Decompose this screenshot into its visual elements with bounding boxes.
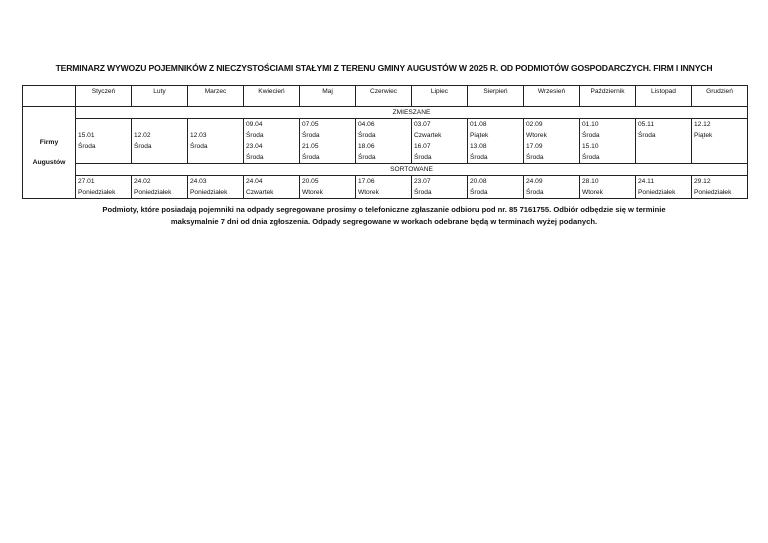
sorted-entry: 24.11	[638, 178, 655, 185]
mixed-entry: Wtorek	[526, 132, 547, 139]
mixed-entry: Środa	[470, 154, 488, 161]
mixed-cell-3	[244, 119, 300, 164]
mixed-entry: Środa	[358, 132, 376, 139]
sorted-entry: 24.02	[134, 178, 151, 185]
mixed-entry: Środa	[190, 143, 208, 150]
sorted-dates-row	[23, 176, 748, 199]
sorted-entry: Poniedziałek	[78, 189, 116, 196]
mixed-cell-4	[300, 119, 356, 164]
sorted-entry: Poniedziałek	[638, 189, 676, 196]
mixed-entry: Czwartek	[414, 132, 442, 139]
mixed-entry	[78, 152, 129, 163]
mixed-entry: Środa	[134, 143, 152, 150]
sorted-entry: Poniedziałek	[190, 189, 228, 196]
sorted-entry: 20.08	[470, 178, 487, 185]
mixed-entry	[638, 141, 689, 152]
mixed-entry	[190, 152, 241, 163]
mixed-entry: Środa	[414, 154, 432, 161]
mixed-dates-row	[23, 119, 748, 164]
month-header-row	[23, 86, 748, 107]
mixed-entry: Środa	[582, 132, 600, 139]
client-label	[23, 107, 76, 199]
sorted-cell-10	[636, 176, 692, 199]
footer-line-2: maksymalnie 7 dni od dnia zgłoszenia. Odpady segregowane w workach odebrane będą w terminach wyżej podanych.	[170, 217, 598, 226]
mixed-entry	[694, 152, 745, 163]
sorted-entry: 29.12	[694, 178, 711, 185]
header-corner	[23, 86, 76, 107]
mixed-entry: Środa	[246, 154, 264, 161]
month-header-2: Marzec	[188, 86, 244, 107]
sorted-entry: 20.05	[302, 178, 319, 185]
mixed-entry	[694, 141, 745, 152]
client-label-firmy: Firmy	[39, 138, 59, 146]
mixed-entry	[78, 119, 129, 130]
month-header-6: Lipiec	[412, 86, 468, 107]
mixed-entry: 01.10	[582, 121, 599, 128]
sorted-entry: Wtorek	[358, 189, 379, 196]
mixed-entry: Środa	[638, 132, 656, 139]
mixed-entry	[638, 152, 689, 163]
sorted-entry: Poniedziałek	[694, 189, 732, 196]
sorted-entry: Czwartek	[246, 189, 274, 196]
sorted-cell-5	[356, 176, 412, 199]
schedule-table	[22, 85, 748, 199]
mixed-entry: Piątek	[694, 132, 713, 139]
sorted-cell-3	[244, 176, 300, 199]
mixed-entry	[190, 119, 241, 130]
sorted-entry: 24.04	[246, 178, 263, 185]
mixed-entry: Piątek	[470, 132, 489, 139]
mixed-entry: Środa	[78, 143, 96, 150]
mixed-cell-1	[132, 119, 188, 164]
month-header-10: Listopad	[636, 86, 692, 107]
mixed-cell-2	[188, 119, 244, 164]
month-header-8: Wrzesień	[524, 86, 580, 107]
sorted-entry: 17.06	[358, 178, 375, 185]
sorted-cell-2	[188, 176, 244, 199]
sorted-entry: Wtorek	[302, 189, 323, 196]
mixed-entry: 15.01	[78, 132, 95, 139]
sorted-entry: Środa	[414, 189, 432, 196]
mixed-entry	[134, 119, 185, 130]
month-header-5: Czerwiec	[356, 86, 412, 107]
mixed-entry: 05.11	[638, 121, 655, 128]
mixed-cell-7	[468, 119, 524, 164]
month-header-3: Kwiecień	[244, 86, 300, 107]
mixed-entry: 23.04	[246, 143, 263, 150]
sorted-cell-8	[524, 176, 580, 199]
mixed-entry: 02.09	[526, 121, 543, 128]
month-header-1: Luty	[132, 86, 188, 107]
month-header-9: Październik	[580, 86, 636, 107]
mixed-waste-label: ZMIESZANE	[76, 107, 748, 119]
month-header-11: Grudzień	[692, 86, 748, 107]
sorted-cell-9	[580, 176, 636, 199]
sorted-entry: Środa	[526, 189, 544, 196]
mixed-entry: 01.08	[470, 121, 487, 128]
sorted-entry: 23.07	[414, 178, 431, 185]
sorted-entry: 28.10	[582, 178, 599, 185]
sorted-cell-6	[412, 176, 468, 199]
sorted-cell-0	[76, 176, 132, 199]
footer-line-1: Podmioty, które posiadają pojemniki na odpady segregowane prosimy o telefoniczne zgłaszanie odbioru pod nr. 85 7161755. Odbiór odbędzie się w terminie	[102, 205, 666, 214]
sorted-entry: Poniedziałek	[134, 189, 172, 196]
mixed-entry	[134, 152, 185, 163]
sorted-cell-7	[468, 176, 524, 199]
mixed-entry: Środa	[358, 154, 376, 161]
mixed-cell-10	[636, 119, 692, 164]
mixed-entry: 21.05	[302, 143, 319, 150]
sorted-band-row	[23, 164, 748, 176]
sorted-entry: 27.01	[78, 178, 95, 185]
sorted-cell-4	[300, 176, 356, 199]
month-header-4: Maj	[300, 86, 356, 107]
mixed-band-row	[23, 107, 748, 119]
mixed-cell-5	[356, 119, 412, 164]
mixed-entry: Środa	[582, 154, 600, 161]
mixed-entry: 04.06	[358, 121, 375, 128]
month-header-0: Styczeń	[76, 86, 132, 107]
sorted-entry: 24.09	[526, 178, 543, 185]
mixed-entry: 12.02	[134, 132, 151, 139]
mixed-entry: 12.03	[190, 132, 207, 139]
mixed-cell-6	[412, 119, 468, 164]
mixed-entry: Środa	[302, 154, 320, 161]
sorted-cell-1	[132, 176, 188, 199]
month-header-7: Sierpień	[468, 86, 524, 107]
mixed-entry: 17.09	[526, 143, 543, 150]
mixed-entry: 12.12	[694, 121, 711, 128]
page-title: TERMINARZ WYWOZU POJEMNIKÓW Z NIECZYSTOŚCIAMI STAŁYMI Z TERENU GMINY AUGUSTÓW W 2025 R. OD PODMIOTÓW GOSPODARCZYCH. FIRM I INNYCH	[55, 63, 713, 73]
mixed-entry: 03.07	[414, 121, 431, 128]
mixed-entry: 15.10	[582, 143, 599, 150]
mixed-cell-11	[692, 119, 748, 164]
mixed-entry: 18.06	[358, 143, 375, 150]
mixed-entry: 07.05	[302, 121, 319, 128]
mixed-cell-8	[524, 119, 580, 164]
footer-note	[60, 204, 708, 228]
mixed-entry: Środa	[526, 154, 544, 161]
sorted-waste-label: SORTOWANE	[76, 164, 748, 176]
mixed-entry: 09.04	[246, 121, 263, 128]
sorted-entry: Środa	[470, 189, 488, 196]
client-label-augustow: Augustów	[32, 158, 66, 166]
sorted-entry: 24.03	[190, 178, 207, 185]
sorted-entry: Wtorek	[582, 189, 603, 196]
mixed-entry: Środa	[302, 132, 320, 139]
mixed-entry: 16.07	[414, 143, 431, 150]
sorted-cell-11	[692, 176, 748, 199]
mixed-entry: 13.08	[470, 143, 487, 150]
mixed-cell-9	[580, 119, 636, 164]
mixed-entry: Środa	[246, 132, 264, 139]
mixed-cell-0	[76, 119, 132, 164]
